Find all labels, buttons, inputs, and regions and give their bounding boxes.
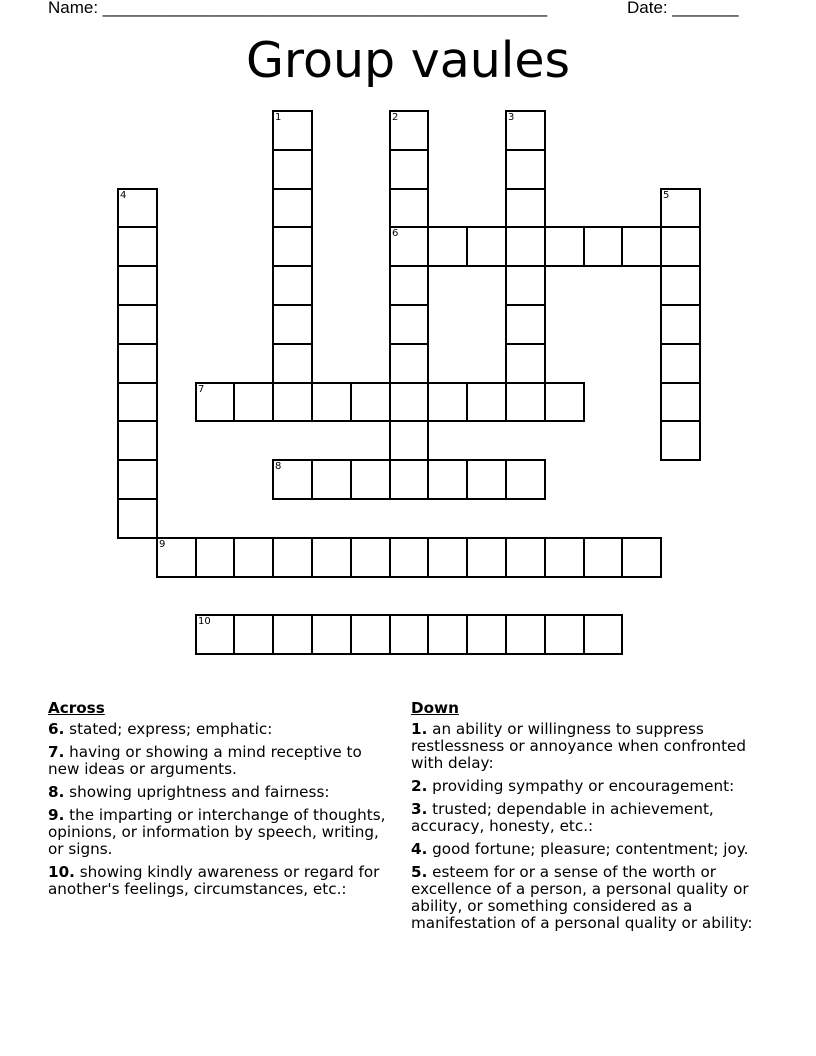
crossword-cell[interactable] xyxy=(505,614,546,655)
clue-text: providing sympathy or encouragement: xyxy=(427,777,735,795)
clue-down-5 xyxy=(411,864,781,932)
cell-number: 6 xyxy=(392,228,399,239)
crossword-cell[interactable] xyxy=(117,420,158,461)
clue-number: 6. xyxy=(48,720,65,738)
crossword-cell[interactable] xyxy=(389,537,429,578)
across-heading: Across xyxy=(48,699,105,717)
cell-number: 2 xyxy=(392,112,399,123)
crossword-cell[interactable] xyxy=(350,382,391,422)
crossword-cell[interactable] xyxy=(544,537,585,578)
clue-number: 4. xyxy=(411,840,428,858)
crossword-cell[interactable] xyxy=(466,226,507,267)
crossword-cell[interactable] xyxy=(660,420,701,461)
clue-across-9 xyxy=(48,807,393,858)
crossword-cell[interactable] xyxy=(660,188,701,228)
page-title: Group vaules xyxy=(245,32,571,89)
crossword-cell[interactable] xyxy=(272,382,313,422)
crossword-cell[interactable] xyxy=(427,537,468,578)
crossword-cell[interactable] xyxy=(505,537,546,578)
clue-number: 1. xyxy=(411,720,428,738)
crossword-cell[interactable] xyxy=(389,382,429,422)
crossword-cell[interactable] xyxy=(350,537,391,578)
crossword-cell[interactable] xyxy=(505,459,546,500)
clue-number: 2. xyxy=(411,777,428,795)
crossword-cell[interactable] xyxy=(660,226,701,267)
crossword-cell[interactable] xyxy=(544,382,585,422)
clue-number: 5. xyxy=(411,863,428,881)
crossword-cell[interactable] xyxy=(272,304,313,345)
crossword-cell[interactable] xyxy=(389,343,429,384)
clue-text: showing uprightness and fairness: xyxy=(64,783,330,801)
crossword-cell[interactable] xyxy=(117,188,158,228)
crossword-cell[interactable] xyxy=(311,537,352,578)
crossword-cell[interactable] xyxy=(195,382,235,422)
crossword-cell[interactable] xyxy=(195,537,235,578)
crossword-cell[interactable] xyxy=(427,459,468,500)
crossword-cell[interactable] xyxy=(660,343,701,384)
crossword-cell[interactable] xyxy=(389,265,429,306)
crossword-cell[interactable] xyxy=(272,265,313,306)
clue-text: an ability or willingness to suppress restlessness or annoyance when confronted with delay: xyxy=(411,720,747,772)
crossword-cell[interactable] xyxy=(389,226,429,267)
clue-down-1 xyxy=(411,721,781,772)
crossword-cell[interactable] xyxy=(427,614,468,655)
crossword-cell[interactable] xyxy=(233,537,274,578)
crossword-cell[interactable] xyxy=(389,420,429,461)
clue-across-8 xyxy=(48,784,393,801)
crossword-cell[interactable] xyxy=(660,265,701,306)
crossword-cell[interactable] xyxy=(505,382,546,422)
crossword-cell[interactable] xyxy=(311,382,352,422)
crossword-cell[interactable] xyxy=(621,537,662,578)
clue-across-6 xyxy=(48,721,393,738)
crossword-cell[interactable] xyxy=(389,110,429,151)
crossword-cell[interactable] xyxy=(156,537,197,578)
clue-down-4 xyxy=(411,841,781,858)
down-heading: Down xyxy=(411,699,459,717)
crossword-cell[interactable] xyxy=(505,188,546,228)
crossword-cell[interactable] xyxy=(660,304,701,345)
cell-number: 8 xyxy=(275,461,282,472)
crossword-cell[interactable] xyxy=(505,149,546,190)
crossword-cell[interactable] xyxy=(583,614,623,655)
crossword-cell[interactable] xyxy=(466,382,507,422)
clue-down-2 xyxy=(411,778,781,795)
crossword-cell[interactable] xyxy=(389,614,429,655)
crossword-cell[interactable] xyxy=(505,110,546,151)
crossword-cell[interactable] xyxy=(117,226,158,267)
crossword-cell[interactable] xyxy=(583,537,623,578)
crossword-cell[interactable] xyxy=(583,226,623,267)
clue-across-10 xyxy=(48,864,393,898)
crossword-cell[interactable] xyxy=(544,614,585,655)
clue-text: good fortune; pleasure; contentment; joy. xyxy=(427,840,749,858)
clue-text: esteem for or a sense of the worth or excellence of a person, a personal quality or ability, or something considered as a manifestation of a personal quality or ability: xyxy=(411,863,753,932)
clue-number: 8. xyxy=(48,783,65,801)
clue-down-3 xyxy=(411,801,781,835)
clue-number: 10. xyxy=(48,863,75,881)
down-clues xyxy=(411,700,781,938)
crossword-cell[interactable] xyxy=(389,304,429,345)
crossword-cell[interactable] xyxy=(389,188,429,228)
clue-number: 3. xyxy=(411,800,428,818)
crossword-cell[interactable] xyxy=(427,382,468,422)
clue-text: having or showing a mind receptive to new ideas or arguments. xyxy=(48,743,362,778)
crossword-cell[interactable] xyxy=(195,614,235,655)
crossword-cell[interactable] xyxy=(272,110,313,151)
crossword-cell[interactable] xyxy=(350,459,391,500)
crossword-cell[interactable] xyxy=(505,304,546,345)
crossword-cell[interactable] xyxy=(233,614,274,655)
cell-number: 10 xyxy=(198,616,211,627)
crossword-cell[interactable] xyxy=(505,226,546,267)
crossword-cell[interactable] xyxy=(427,226,468,267)
cell-number: 1 xyxy=(275,112,282,123)
clue-text: stated; express; emphatic: xyxy=(64,720,273,738)
crossword-cell[interactable] xyxy=(505,343,546,384)
crossword-cell[interactable] xyxy=(389,149,429,190)
crossword-cell[interactable] xyxy=(272,343,313,384)
crossword-cell[interactable] xyxy=(389,459,429,500)
crossword-cell[interactable] xyxy=(311,459,352,500)
crossword-cell[interactable] xyxy=(544,226,585,267)
crossword-cell[interactable] xyxy=(272,614,313,655)
clue-across-7 xyxy=(48,744,393,778)
cell-number: 4 xyxy=(120,190,127,201)
across-clues xyxy=(48,700,393,904)
cell-number: 9 xyxy=(159,539,166,550)
crossword-cell[interactable] xyxy=(466,614,507,655)
crossword-cell[interactable] xyxy=(117,498,158,539)
cell-number: 3 xyxy=(508,112,515,123)
clue-text: trusted; dependable in achievement, accuracy, honesty, etc.: xyxy=(411,800,714,835)
crossword-cell[interactable] xyxy=(117,459,158,500)
cell-number: 5 xyxy=(663,190,670,201)
crossword-cell[interactable] xyxy=(621,226,662,267)
clue-text: showing kindly awareness or regard for another's feelings, circumstances, etc.: xyxy=(48,863,380,898)
crossword-cell[interactable] xyxy=(466,537,507,578)
crossword-cell[interactable] xyxy=(466,459,507,500)
crossword-cell[interactable] xyxy=(350,614,391,655)
crossword-cell[interactable] xyxy=(272,537,313,578)
crossword-cell[interactable] xyxy=(117,382,158,422)
crossword-cell[interactable] xyxy=(272,149,313,190)
clue-number: 7. xyxy=(48,743,65,761)
crossword-cell[interactable] xyxy=(660,382,701,422)
date-field-label: Date: _______ xyxy=(627,0,739,17)
crossword-cell[interactable] xyxy=(272,188,313,228)
crossword-cell[interactable] xyxy=(233,382,274,422)
crossword-cell[interactable] xyxy=(505,265,546,306)
crossword-cell[interactable] xyxy=(272,226,313,267)
crossword-cell[interactable] xyxy=(272,459,313,500)
crossword-cell[interactable] xyxy=(117,343,158,384)
name-field-label: Name: _______________________________________________ xyxy=(48,0,548,17)
cell-number: 7 xyxy=(198,384,205,395)
crossword-cell[interactable] xyxy=(311,614,352,655)
crossword-cell[interactable] xyxy=(117,265,158,306)
clue-text: the imparting or interchange of thoughts, opinions, or information by speech, writing, or signs. xyxy=(48,806,386,858)
clue-number: 9. xyxy=(48,806,65,824)
crossword-cell[interactable] xyxy=(117,304,158,345)
